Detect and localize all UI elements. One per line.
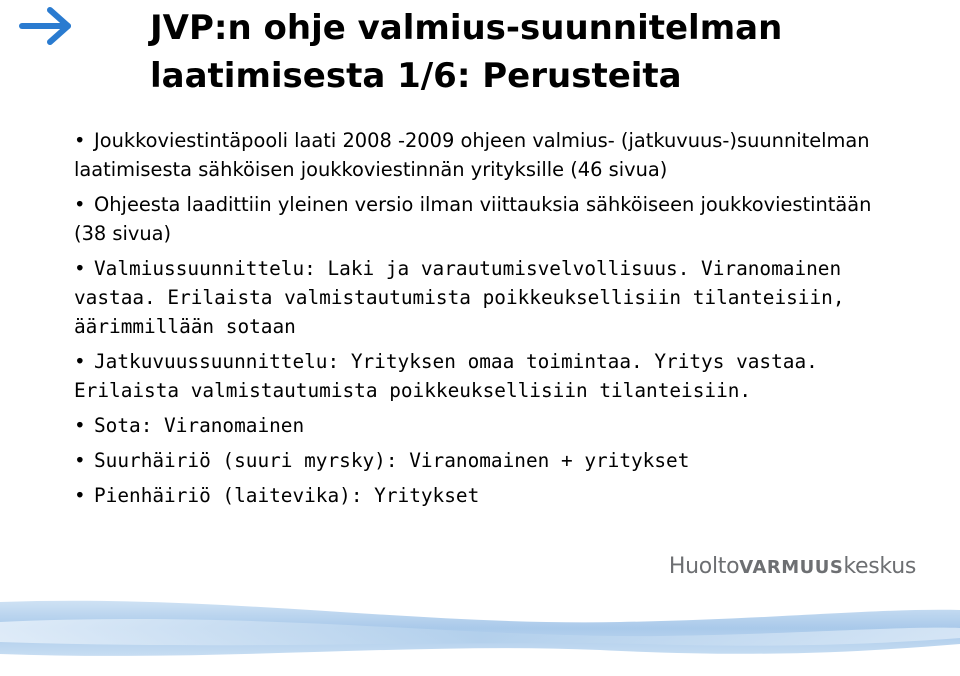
- list-item-text: Jatkuvuussuunnittelu: Yrityksen omaa toimintaa. Yritys vastaa. Erilaista valmistautumista poikkeuksellisiin tilanteisiin.: [74, 350, 818, 402]
- bullet-marker: •: [74, 449, 86, 472]
- list-item: [74, 254, 874, 341]
- slide-title: [150, 4, 940, 100]
- list-item: [74, 190, 874, 248]
- bullet-marker: •: [74, 414, 86, 437]
- list-item-text: Valmiussuunnittelu: Laki ja varautumisvelvollisuus. Viranomainen vastaa. Erilaista valmistautumista poikkeuksellisiin tilanteisiin, äärimmillään sotaan: [74, 257, 845, 338]
- logo-part-3: keskus: [843, 554, 916, 579]
- arrow-right-icon: [18, 6, 74, 46]
- list-item: [74, 411, 874, 440]
- huoltovarmuuskeskus-logo: [669, 554, 916, 579]
- bullet-marker: •: [74, 193, 86, 216]
- list-item-text: Suurhäiriö (suuri myrsky): Viranomainen + yritykset: [94, 449, 690, 472]
- list-item: [74, 446, 874, 475]
- bullet-marker: •: [74, 257, 86, 280]
- bullet-marker: •: [74, 129, 86, 152]
- list-item-text: Sota: Viranomainen: [94, 414, 305, 437]
- logo-part-1: Huolto: [668, 554, 740, 579]
- slide-title-line-2: laatimisesta 1/6: Perusteita: [150, 56, 682, 96]
- bullet-marker: •: [74, 484, 86, 507]
- list-item-text: Pienhäiriö (laitevika): Yritykset: [94, 484, 480, 507]
- list-item: [74, 126, 874, 184]
- list-item-text: Ohjeesta laadittiin yleinen versio ilman viittauksia sähköiseen joukkoviestintään (38 sivua): [74, 193, 872, 245]
- footer-decorative-band: [0, 592, 960, 676]
- bullet-marker: •: [74, 350, 86, 373]
- slide-title-line-1: JVP:n ohje valmius-suunnitelman: [150, 8, 783, 48]
- list-item: [74, 481, 874, 510]
- bullet-list: [74, 126, 874, 516]
- logo-part-2: VARMUUS: [739, 557, 844, 578]
- list-item-text: Joukkoviestintäpooli laati 2008 -2009 ohjeen valmius- (jatkuvuus-)suunnitelman laatimisesta sähköisen joukkoviestinnän yrityksille (46 sivua): [74, 129, 870, 181]
- list-item: [74, 347, 874, 405]
